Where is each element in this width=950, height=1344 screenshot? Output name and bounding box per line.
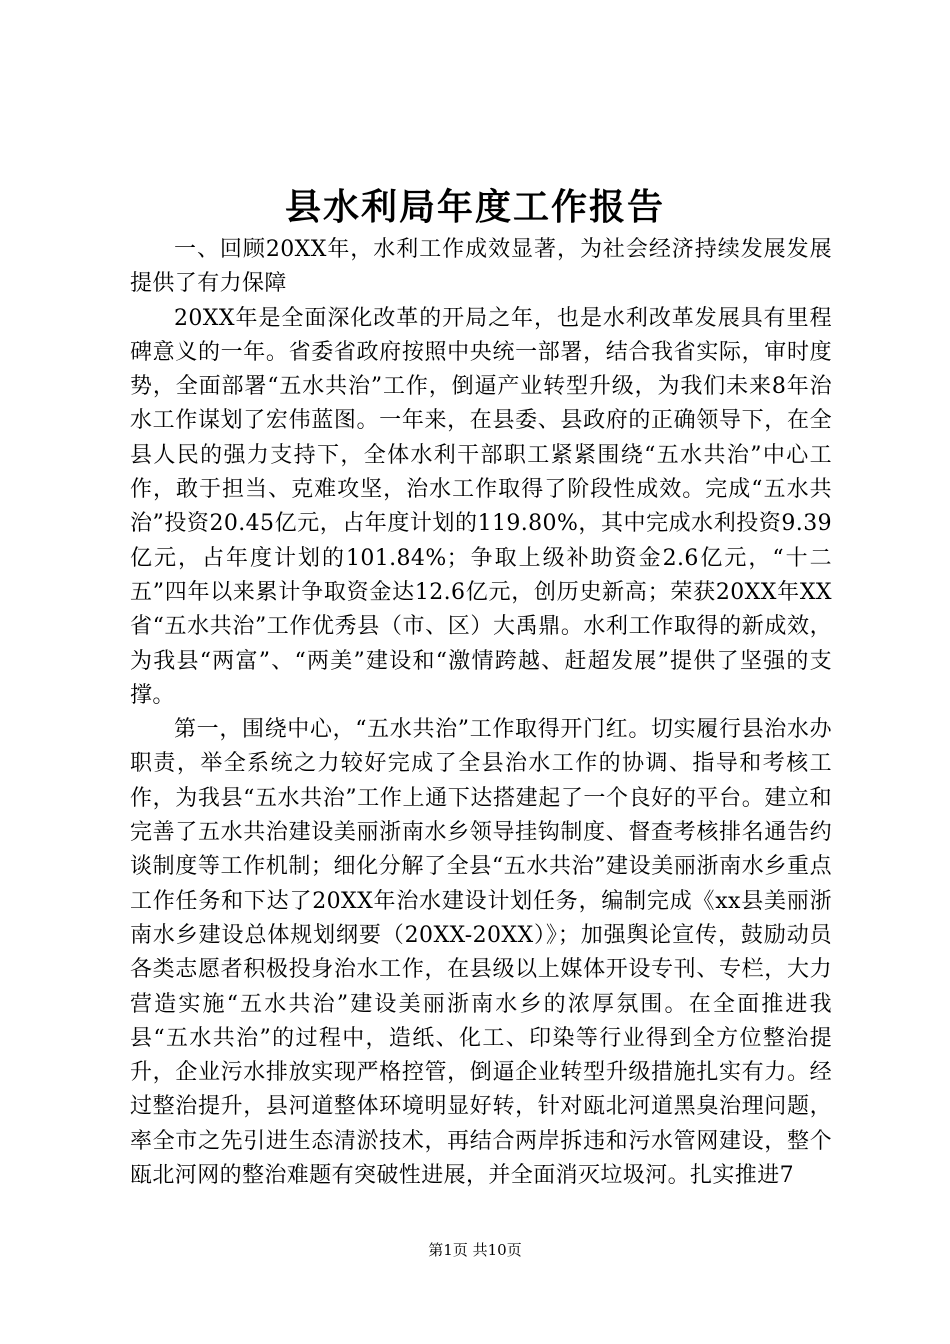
page-number-footer: 第1页 共10页: [428, 1241, 522, 1259]
document-title: 县水利局年度工作报告: [284, 186, 665, 228]
paragraph-section-heading: 一、回顾20XX年，水利工作成效显著，为社会经济持续发展发展提供了有力保障: [130, 237, 832, 297]
paragraph-overview: 20XX年是全面深化改革的开局之年，也是水利改革发展具有里程碑意义的一年。省委省政府按照中央统一部署，结合我省实际，审时度势，全面部署“五水共治”工作，倒逼产业转型升级，为我们未来8年治水工作谋划了宏伟蓝图。一年来，在县委、县政府的正确领导下，在全县人民的强力支持下，全体水利干部职工紧紧围绕“五水共治”中心工作，敢于担当、克难攻坚，治水工作取得了阶段性成效。完成“五水共治”投资20.45亿元，占年度计划的119.80%，其中完成水利投资9.39亿元，占年度计划的101.84%；争取上级补助资金2.6亿元，“十二五”四年以来累计争取资金达12.6亿元，创历史新高；荣获20XX年XX省“五水共治”工作优秀县（市、区）大禹鼎。水利工作取得的新成效，为我县“两富”、“两美”建设和“激情跨越、赶超发展”提供了坚强的支撑。: [130, 305, 832, 708]
document-body: [130, 233, 832, 1193]
paragraph-first-point: 第一，围绕中心，“五水共治”工作取得开门红。切实履行县治水办职责，举全系统之力较好完成了全县治水工作的协调、指导和考核工作，为我县“五水共治”工作上通下达搭建起了一个良好的平台。建立和完善了五水共治建设美丽浙南水乡领导挂钩制度、督查考核排名通告约谈制度等工作机制；细化分解了全县“五水共治”建设美丽浙南水乡重点工作任务和下达了20XX年治水建设计划任务，编制完成《xx县美丽浙南水乡建设总体规划纲要（20XX-20XX）》；加强舆论宣传，鼓励动员各类志愿者积极投身治水工作，在县级以上媒体开设专刊、专栏，大力营造实施“五水共治”建设美丽浙南水乡的浓厚氛围。在全面推进我县“五水共治”的过程中，造纸、化工、印染等行业得到全方位整治提升，企业污水排放实现严格控管，倒逼企业转型升级措施扎实有力。经过整治提升，县河道整体环境明显好转，针对瓯北河道黑臭治理问题，率全市之先引进生态清淤技术，再结合两岸拆违和污水管网建设，整个瓯北河网的整治难题有突破性进展，并全面消灭垃圾河。扎实推进7: [130, 717, 832, 1189]
